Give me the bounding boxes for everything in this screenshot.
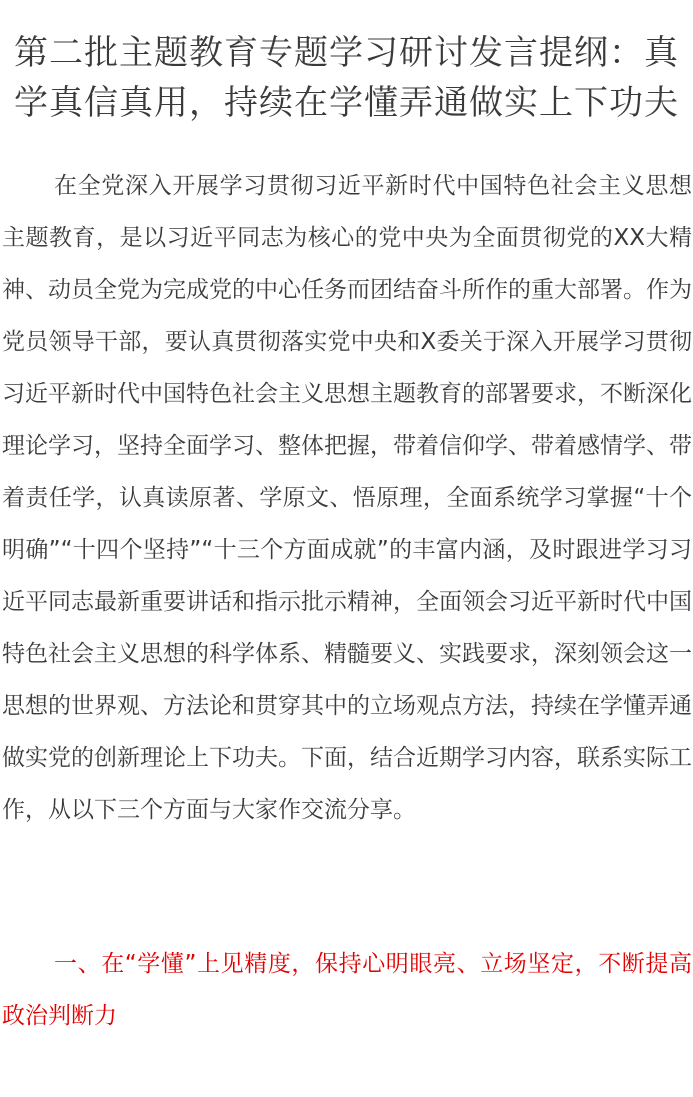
- section-heading: 一、在“学懂”上见精度，保持心明眼亮、立场坚定，不断提高政治判断力: [2, 951, 692, 1029]
- document-title: 第二批主题教育专题学习研讨发言提纲：真学真信真用，持续在学懂弄通做实上下功夫: [14, 33, 679, 123]
- intro-paragraph: 在全党深入开展学习贯彻习近平新时代中国特色社会主义思想主题教育，是以习近平同志为核心的党中央为全面贯彻党的XX大精神、动员全党为完成党的中心任务而团结奋斗所作的重大部署。作为党员领导干部，要认真贯彻落实党中央和X委关于深入开展学习贯彻习近平新时代中国特色社会主义思想主题教育的部署要求，不断深化理论学习，坚持全面学习、整体把握，带着信仰学、带着感情学、带着责任学，认真读原著、学原文、悟原理，全面系统学习掌握“十个明确”“十四个坚持”“十三个方面成就”的丰富内涵，及时跟进学习习近平同志最新重要讲话和指示批示精神，全面领会习近平新时代中国特色社会主义思想的科学体系、精髓要义、实践要求，深刻领会这一思想的世界观、方法论和贯穿其中的立场观点方法，持续在学懂弄通做实党的创新理论上下功夫。下面，结合近期学习内容，联系实际工作，从以下三个方面与大家作交流分享。: [2, 173, 692, 823]
